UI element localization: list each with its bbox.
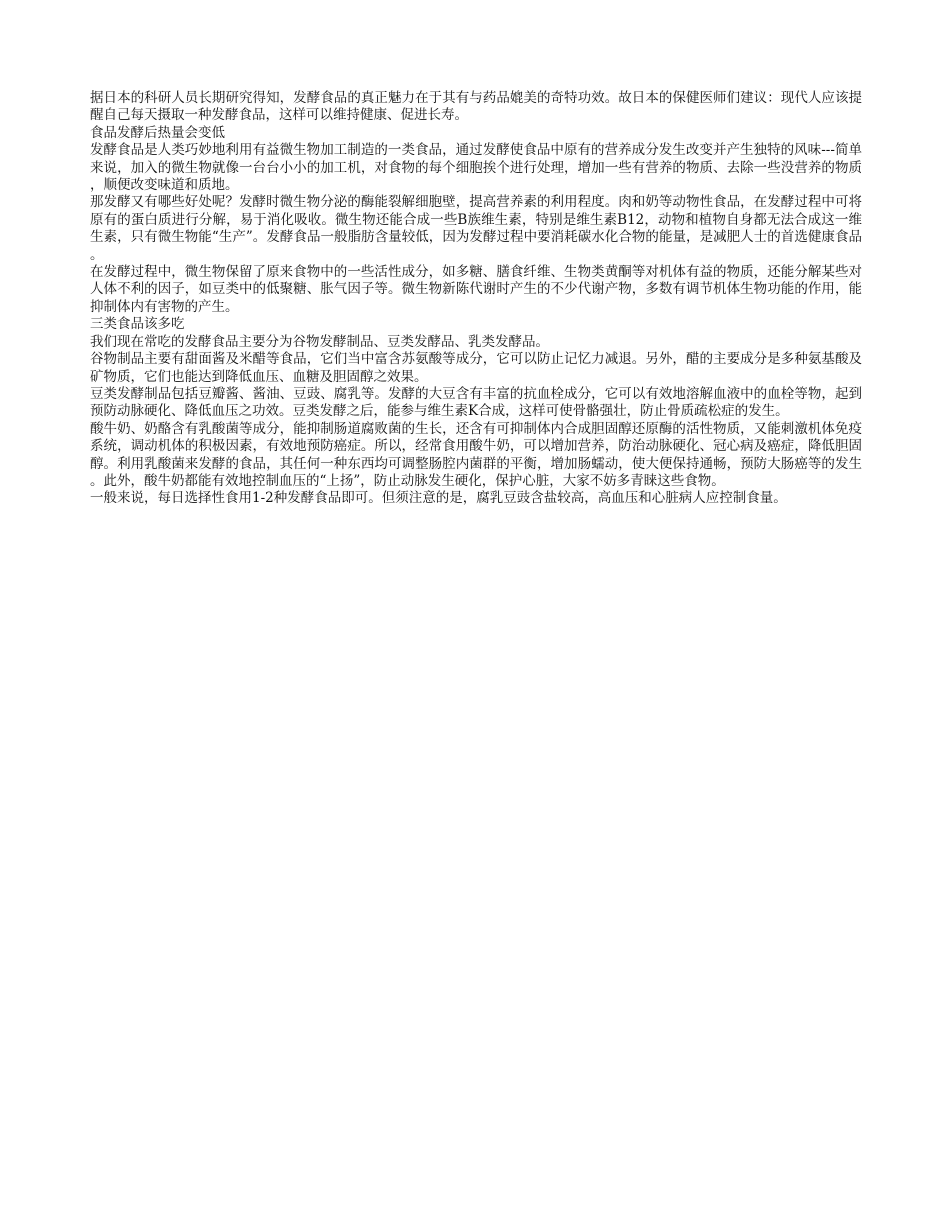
paragraph-fermented-definition: 发酵食品是人类巧妙地利用有益微生物加工制造的一类食品，通过发酵使食品中原有的营养成分发生改变并产生独特的风味---简单来说，加入的微生物就像一台台小小的加工机，对食物的每个细胞挨个进行处理，增加一些有营养的物质、去除一些没营养的物质，顺便改变味道和质地。 bbox=[90, 142, 862, 194]
document-body bbox=[90, 90, 862, 508]
paragraph-dairy-products: 酸牛奶、奶酪含有乳酸菌等成分，能抑制肠道腐败菌的生长，还含有可抑制体内合成胆固醇还原酶的活性物质，又能刺激机体免疫系统，调动机体的积极因素，有效地预防癌症。所以，经常食用酸牛奶，可以增加营养，防治动脉硬化、冠心病及癌症，降低胆固醇。利用乳酸菌来发酵的食品，其任何一种东西均可调整肠腔内菌群的平衡，增加肠蠕动，使大便保持通畅，预防大肠癌等的发生。此外，酸牛奶都能有效地控制血压的“上扬”，防止动脉发生硬化，保护心脏，大家不妨多青睐这些食物。 bbox=[90, 420, 862, 489]
section-heading-calories: 食品发酵后热量会变低 bbox=[90, 124, 225, 141]
section-heading-three-foods: 三类食品该多吃 bbox=[90, 316, 185, 333]
paragraph-food-categories: 我们现在常吃的发酵食品主要分为谷物发酵制品、豆类发酵品、乳类发酵品。 bbox=[90, 333, 549, 350]
paragraph-daily-advice: 一般来说，每日选择性食用1-2种发酵食品即可。但须注意的是，腐乳豆豉含盐较高，高血压和心脏病人应控制食量。 bbox=[90, 490, 787, 507]
paragraph-active-ingredients: 在发酵过程中，微生物保留了原来食物中的一些活性成分，如多糖、膳食纤维、生物类黄酮等对机体有益的物质，还能分解某些对人体不利的因子，如豆类中的低聚糖、胀气因子等。微生物新陈代谢时产生的不少代谢产物，多数有调节机体生物功能的作用，能抑制体内有害物的产生。 bbox=[90, 264, 862, 315]
paragraph-grain-products: 谷物制品主要有甜面酱及米醋等食品，它们当中富含苏氨酸等成分，它可以防止记忆力减退。另外，醋的主要成分是多种氨基酸及矿物质，它们也能达到降低血压、血糖及胆固醇之效果。 bbox=[90, 351, 862, 385]
paragraph-fermentation-benefits: 那发酵又有哪些好处呢？发酵时微生物分泌的酶能裂解细胞壁，提高营养素的利用程度。肉和奶等动物性食品，在发酵过程中可将原有的蛋白质进行分解，易于消化吸收。微生物还能合成一些B族维生素，特别是维生素B12，动物和植物自身都无法合成这一维生素，只有微生物能“生产”。发酵食品一般脂肪含量较低，因为发酵过程中要消耗碳水化合物的能量，是减肥人士的首选健康食品。 bbox=[90, 194, 862, 263]
intro-paragraph: 据日本的科研人员长期研究得知，发酵食品的真正魅力在于其有与药品媲美的奇特功效。故日本的保健医师们建议：现代人应该提醒自己每天摄取一种发酵食品，这样可以维持健康、促进长寿。 bbox=[90, 90, 862, 124]
paragraph-bean-products: 豆类发酵制品包括豆瓣酱、酱油、豆豉、腐乳等。发酵的大豆含有丰富的抗血栓成分，它可以有效地溶解血液中的血栓等物，起到预防动脉硬化、降低血压之功效。豆类发酵之后，能参与维生素K合成，这样可使骨骼强壮，防止骨质疏松症的发生。 bbox=[90, 385, 862, 420]
